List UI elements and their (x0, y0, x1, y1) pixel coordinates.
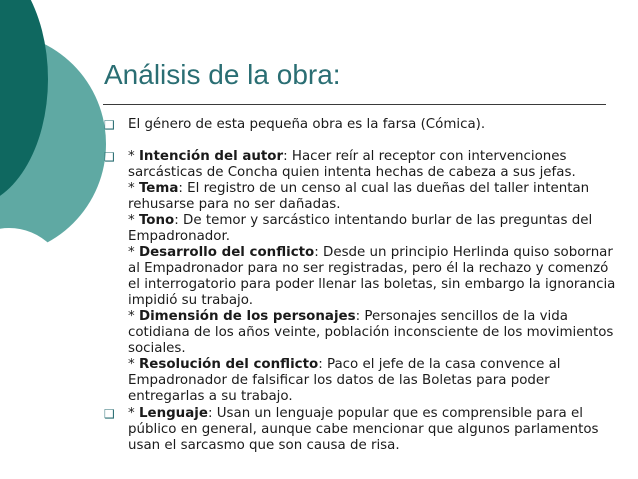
bullet-analysis (103, 149, 618, 405)
intencion-label: Intención del autor (138, 149, 284, 164)
lenguaje-text: : Usan un lenguaje popular que es comprensible para el público en general, aunque cabe mencionar que algunos parlamentos usan el sarcasmo que son causa de risa. (128, 406, 599, 453)
resolucion-paragraph: * Resolución del conflicto: Paco el jefe de la casa convence al Empadronador de falsificar los datos de las Boletas para poder entregarlas a su trabajo. (128, 357, 561, 404)
decorative-circles (0, 0, 110, 479)
bullet-box-icon: ❑ (104, 118, 115, 132)
lenguaje-label: Lenguaje (138, 406, 208, 421)
tema-text: : El registro de un censo al cual las dueñas del taller intentan rehusarse para no ser dañadas. (128, 181, 590, 212)
tono-text: : De temor y sarcástico intentando burlar de las preguntas del Empadronador. (128, 213, 593, 244)
desarrollo-paragraph: * Desarrollo del conflicto: Desde un principio Herlinda quiso sobornar al Empadronador para no ser registradas, pero él la rechazo y comenzó el interrogatorio para poder llenar las boletas, sin embargo la ignorancia impidió su trabajo. (128, 245, 616, 308)
tema-paragraph: * Tema: El registro de un censo al cual las dueñas del taller intentan rehusarse para no ser dañadas. (128, 181, 590, 212)
lenguaje-paragraph: * Lenguaje: Usan un lenguaje popular que es comprensible para el público en general, aunque cabe mencionar que algunos parlamentos usan el sarcasmo que son causa de risa. (128, 406, 599, 453)
bullet-box-icon: ❑ (104, 407, 115, 421)
resolucion-text: : Paco el jefe de la casa convence al Empadronador de falsificar los datos de las Boletas para poder entregarlas a su trabajo. (128, 357, 561, 404)
tono-paragraph: * Tono: De temor y sarcástico intentando burlar de las preguntas del Empadronador. (128, 213, 593, 244)
desarrollo-label: Desarrollo del conflicto (138, 245, 315, 260)
white-circle (0, 228, 68, 346)
desarrollo-text: : Desde un principio Herlinda quiso sobornar al Empadronador para no ser registradas, pero él la rechazo y comenzó el interrogatorio para poder llenar las boletas, sin embargo la ignorancia impidió su trabajo. (128, 245, 616, 308)
intencion-text: : Hacer reír al receptor con intervenciones sarcásticas de Concha quien intenta hechas de cabeza a sus jefas. (128, 149, 576, 180)
dimension-text: : Personajes sencillos de la vida cotidiana de los años veinte, población inconsciente de los movimientos sociales. (128, 309, 614, 356)
title-divider (103, 104, 606, 105)
resolucion-label: Resolución del conflicto (138, 357, 319, 372)
slide-title: Análisis de la obra: (104, 59, 341, 90)
tema-label: Tema (138, 181, 179, 196)
tono-label: Tono (138, 213, 175, 228)
bullet-language (103, 406, 618, 454)
genre-text: El género de esta pequeña obra es la farsa (Cómica). (128, 117, 486, 132)
dimension-label: Dimensión de los personajes (138, 309, 356, 324)
bullet-list (103, 113, 618, 454)
intencion-paragraph: * Intención del autor: Hacer reír al receptor con intervenciones sarcásticas de Concha quien intenta hechas de cabeza a sus jefas. (128, 149, 576, 180)
bullet-box-icon: ❑ (104, 150, 115, 164)
bullet-genre (103, 117, 618, 133)
dimension-paragraph: * Dimensión de los personajes: Personajes sencillos de la vida cotidiana de los años veinte, población inconsciente de los movimientos sociales. (128, 309, 614, 356)
